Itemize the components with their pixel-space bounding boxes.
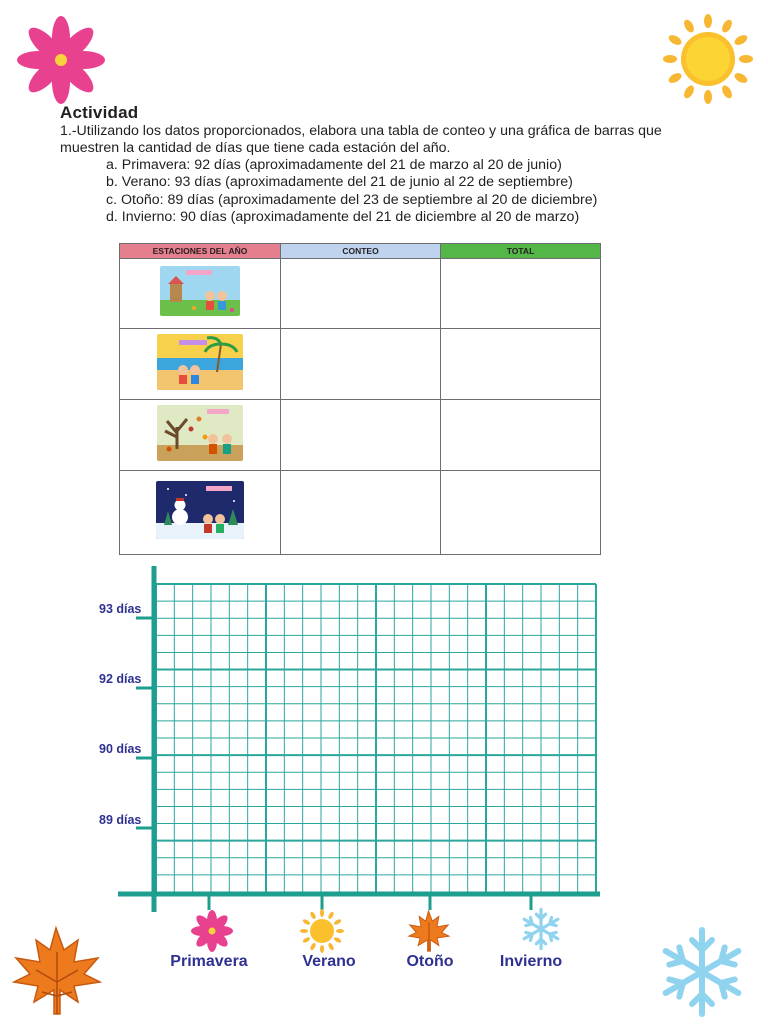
- pink-flower-icon: [14, 14, 110, 106]
- table-row: [120, 329, 601, 400]
- y-tick-label: 92 días: [99, 672, 142, 686]
- conteo-cell[interactable]: [281, 259, 441, 329]
- season-list-item: b. Verano: 93 días (aproximadamente del 21 de junio al 22 de septiembre): [106, 174, 573, 191]
- season-cell: [120, 259, 281, 329]
- season-list-item: c. Otoño: 89 días (aproximadamente del 23 de septiembre al 20 de diciembre): [106, 191, 598, 208]
- season-cell: [120, 329, 281, 400]
- conteo-cell[interactable]: [281, 400, 441, 471]
- conteo-cell[interactable]: [281, 471, 441, 555]
- spring-scene-image: [160, 266, 240, 316]
- season-list-item: d. Invierno: 90 días (aproximadamente del 21 de diciembre al 20 de marzo): [106, 208, 580, 225]
- sun-icon: [298, 908, 346, 954]
- table-row: [120, 259, 601, 329]
- table-row: [120, 471, 601, 555]
- activity-instructions: 1.-Utilizando los datos proporcionados, elabora una tabla de conteo y una gráfica de barras que muestren la cantidad de días que tiene cada estación del año.: [60, 123, 662, 156]
- total-cell[interactable]: [441, 471, 601, 555]
- total-cell[interactable]: [441, 400, 601, 471]
- season-list-item: a. Primavera: 92 días (aproximadamente del 21 de marzo al 20 de junio): [106, 157, 562, 173]
- season-cell: [120, 400, 281, 471]
- header-conteo: CONTEO: [281, 244, 441, 259]
- total-cell[interactable]: [441, 329, 601, 400]
- conteo-cell[interactable]: [281, 329, 441, 400]
- bar-chart-grid[interactable]: [116, 564, 602, 914]
- y-tick-label: 93 días: [99, 602, 142, 616]
- snowflake-icon: [516, 906, 566, 952]
- x-category-label: Verano: [302, 953, 356, 970]
- table-row: [120, 400, 601, 471]
- snowflake-icon: [648, 924, 756, 1020]
- summer-scene-image: [157, 334, 243, 390]
- x-category-label: Invierno: [499, 953, 563, 970]
- sun-icon: [656, 10, 756, 108]
- tally-table: [119, 243, 601, 555]
- winter-scene-image: [156, 481, 244, 539]
- x-category-label: Primavera: [170, 953, 248, 970]
- y-tick-label: 89 días: [99, 813, 142, 827]
- season-cell: [120, 471, 281, 555]
- maple-leaf-icon: [406, 908, 452, 954]
- season-list: [106, 157, 597, 226]
- x-category-label: Otoño: [406, 953, 454, 970]
- header-estaciones: ESTACIONES DEL AÑO: [120, 244, 281, 259]
- autumn-scene-image: [157, 405, 243, 461]
- maple-leaf-icon: [8, 922, 106, 1020]
- flower-icon: [188, 908, 236, 954]
- header-total: TOTAL: [441, 244, 601, 259]
- total-cell[interactable]: [441, 259, 601, 329]
- y-tick-label: 90 días: [99, 742, 142, 756]
- activity-title: Actividad: [60, 103, 139, 122]
